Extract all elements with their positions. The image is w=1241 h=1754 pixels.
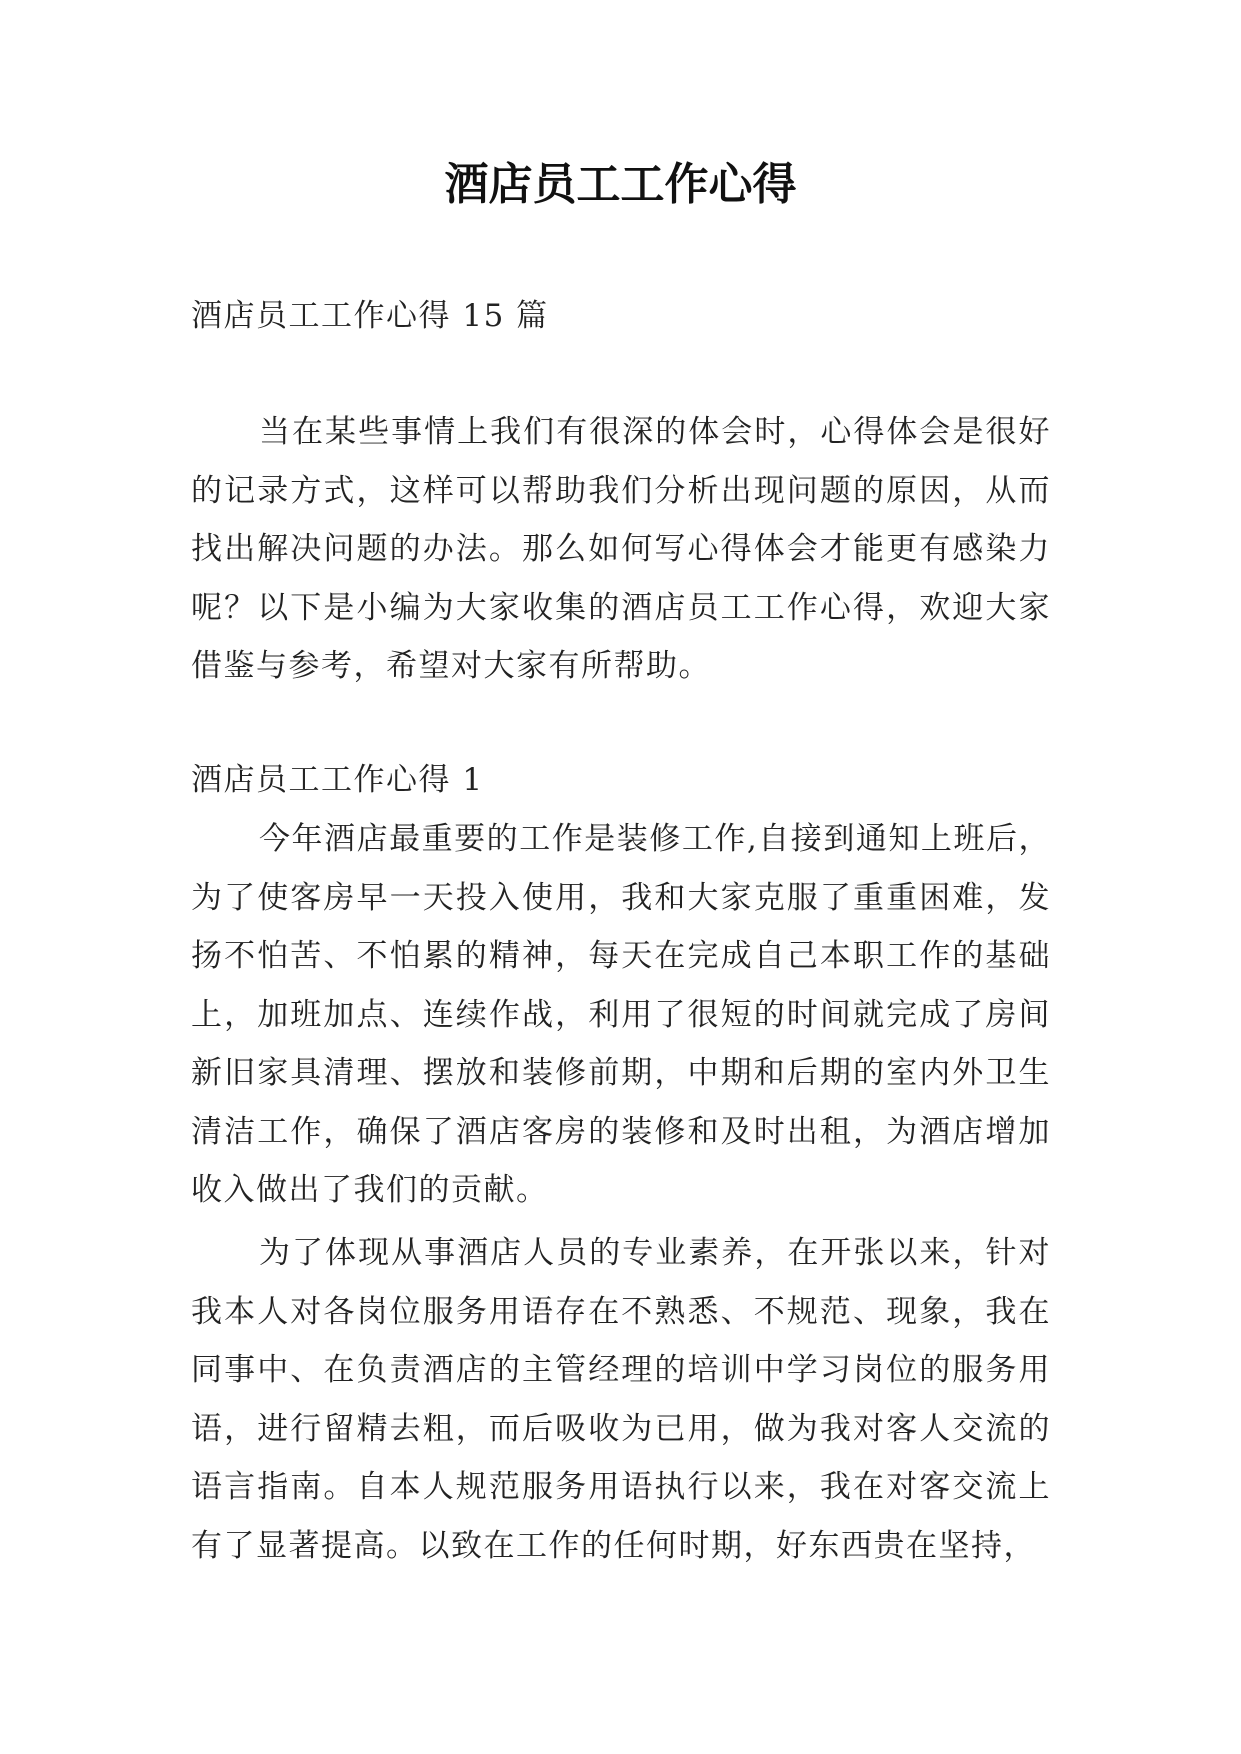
body-paragraph: 今年酒店最重要的工作是装修工作,自接到通知上班后，为了使客房早一天投入使用，我和大家克服了重重困难，发扬不怕苦、不怕累的精神，每天在完成自己本职工作的基础上，加班加点、连续作战，利用了很短的时间就完成了房间新旧家具清理、摆放和装修前期，中期和后期的室内外卫生清洁工作，确保了酒店客房的装修和及时出租，为酒店增加收入做出了我们的贡献。 <box>191 821 1051 1208</box>
document-title: 酒店员工工作心得 <box>444 159 797 210</box>
intro-paragraph: 当在某些事情上我们有很深的体会时，心得体会是很好的记录方式，这样可以帮助我们分析出现问题的原因，从而找出解决问题的办法。那么如何写心得体会才能更有感染力呢？以下是小编为大家收集的酒店员工工作心得，欢迎大家借鉴与参考，希望对大家有所帮助。 <box>191 414 1051 684</box>
body-paragraph: 为了体现从事酒店人员的专业素养，在开张以来，针对我本人对各岗位服务用语存在不熟悉、不规范、现象，我在同事中、在负责酒店的主管经理的培训中学习岗位的服务用语，进行留精去粗，而后吸收为已用，做为我对客人交流的语言指南。自本人规范服务用语执行以来，我在对客交流上有了显著提高。以致在工作的任何时期，好东西贵在坚持， <box>191 1235 1051 1564</box>
section-heading: 酒店员工工作心得 1 <box>191 762 484 798</box>
document-subtitle: 酒店员工工作心得 15 篇 <box>191 298 549 334</box>
